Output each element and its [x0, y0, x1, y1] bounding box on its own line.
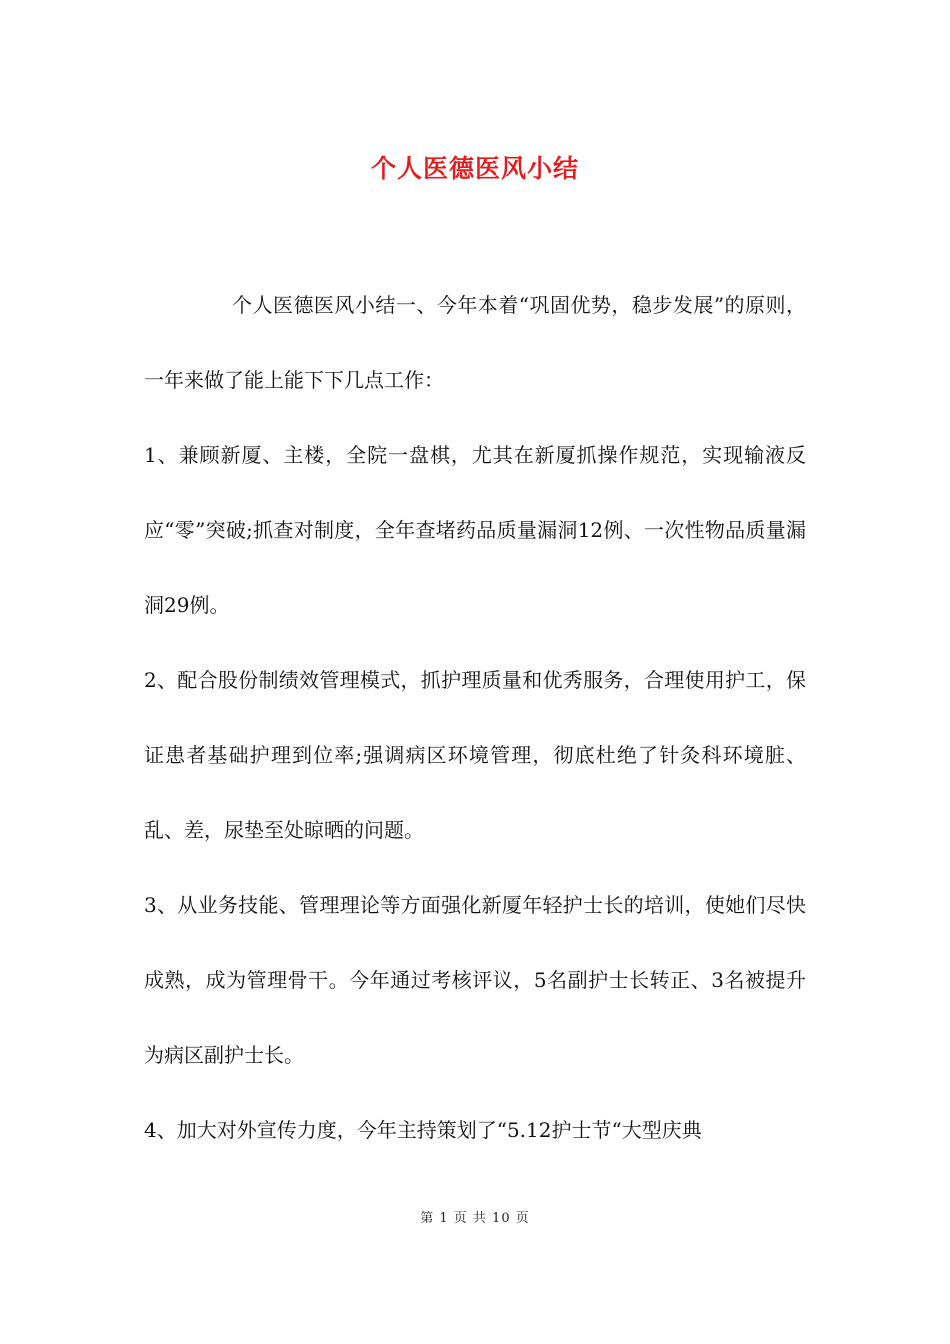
paragraph-item-4: 4、加大对外宣传力度，今年主持策划了“5.12护士节“大型庆典	[144, 1118, 702, 1142]
paragraph-intro: 个人医德医风小结一、今年本着“巩固优势，稳步发展”的原则，一年来做了能上能下下几点工作：	[144, 293, 806, 392]
page-number-footer: 第 1 页 共 10 页	[420, 1211, 530, 1226]
paragraph-item-3: 3、从业务技能、管理理论等方面强化新厦年轻护士长的培训，使她们尽快成熟，成为管理骨干。今年通过考核评议，5名副护士长转正、3名被提升为病区副护士长。	[144, 893, 806, 1067]
paragraph-item-1: 1、兼顾新厦、主楼，全院一盘棋，尤其在新厦抓操作规范，实现输液反应“零”突破;抓查对制度，全年查堵药品质量漏洞12例、一次性物品质量漏洞29例。	[144, 443, 806, 617]
document-body	[144, 268, 806, 1168]
paragraph-item-2: 2、配合股份制绩效管理模式，抓护理质量和优秀服务，合理使用护工，保证患者基础护理到位率;强调病区环境管理，彻底杜绝了针灸科环境脏、乱、差，尿垫至处晾晒的问题。	[144, 668, 806, 842]
document-title: 个人医德医风小结	[370, 153, 579, 183]
